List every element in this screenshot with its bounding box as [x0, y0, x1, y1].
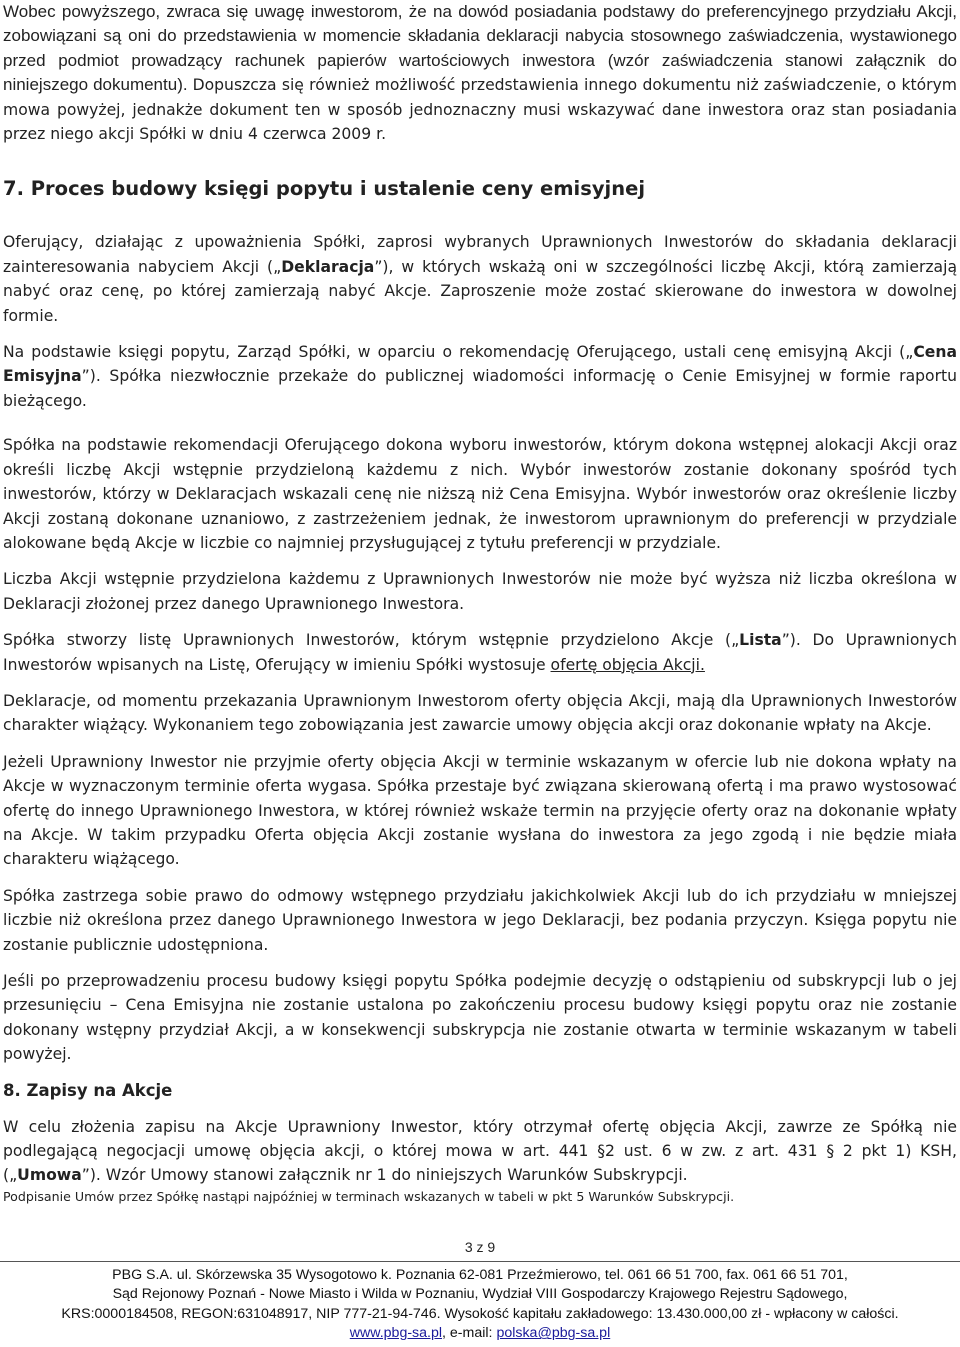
section-7-paragraph-6: Deklaracje, od momentu przekazania Uprawnionym Inwestorom oferty objęcia Akcji, mają dla Uprawnionych Inwestorów charakter wiążący. Wykonaniem tego zobowiązania jest zawarcie umowy objęcia akcji oraz dokonanie wpłaty na Akcje. — [3, 691, 957, 735]
section-7-paragraph-8: Spółka zastrzega sobie prawo do odmowy wstępnego przydziału jakichkolwiek Akcji lub do ich przydziału w mniejszej liczbie niż określona przez danego Uprawnionego Inwestora w jego Deklaracji, bez podania przyczyn. Księga popytu nie zostanie publicznie udostępniona. — [3, 886, 957, 954]
intro-paragraph — [3, 0, 957, 146]
section-7-paragraph-2: Na podstawie księgi popytu, Zarząd Spółki, w oparciu o rekomendację Oferującego, ustali cenę emisyjną Akcji („Cena Emisyjna”). Spółka niezwłocznie przekaże do publicznej wiadomości informację o Cenie Emisyjnej w formie raportu bieżącego. — [3, 343, 957, 410]
section-7-paragraph-4: Liczba Akcji wstępnie przydzielona każdemu z Uprawnionych Inwestorów nie może być wyższa niż liczba określona w Deklaracji złożonej przez danego Uprawnionego Inwestora. — [3, 570, 957, 613]
footer-line-1: PBG S.A. ul. Skórzewska 35 Wysogotowo k. Poznania 62-081 Przeźmierowo, tel. 061 66 51 700, fax. 061 66 51 701, — [112, 1267, 848, 1283]
term-cena-emisyjna: Cena Emisyjna — [3, 343, 957, 386]
section-7-heading: 7. Proces budowy księgi popytu i ustalenie ceny emisyjnej — [3, 177, 646, 201]
document-page — [3, 0, 957, 1206]
intro-text-2: Dopuszcza się również możliwość przedstawienia innego dokumentu niż zaświadczenie, o którym mowa powyżej, jednakże dokument ten w sposób jednoznaczny musi wskazywać dane inwestora oraz stan posiadania przez niego akcji Spółki w dniu 4 czerwca 2009 r. — [3, 76, 957, 144]
footer — [0, 1266, 960, 1344]
footer-divider — [0, 1261, 960, 1262]
section-8-heading: 8. Zapisy na Akcje — [3, 1080, 173, 1100]
website-link[interactable]: www.pbg-sa.pl — [349, 1325, 443, 1342]
email-label: , e-mail: — [442, 1325, 497, 1342]
footer-contact — [0, 1324, 960, 1343]
term-umowa: Umowa — [17, 1166, 82, 1185]
section-7-paragraph-9: Jeśli po przeprowadzeniu procesu budowy księgi popytu Spółka podejmie decyzję o odstąpieniu od subskrypcji lub o jej przesunięciu – Cena Emisyjna nie zostanie ustalona po zakończeniu procesu budowy księgi popytu oraz nie zostanie dokonany wstępny przydział Akcji, a w konsekwencji subskrypcja nie zostanie otwarta w terminie wskazanym w tabeli powyżej. — [3, 972, 957, 1064]
footer-line-3: KRS:0000184508, REGON:631048917, NIP 777-21-94-746. Wysokość kapitału zakładowego: 13.430.000,00 zł - wpłacony w całości. — [61, 1305, 899, 1322]
intro-text-1: Wobec powyższego, zwraca się uwagę inwestorom, że na dowód posiadania podstawy do preferencyjnego przydziału Akcji, zobowiązani są oni do przedstawienia w momencie składania deklaracji nabycia stosownego zaświadczenia, wystawionego przed podmiot prowadzący rachunek papierów wartościowych inwestora (wzór zaświadczenia stanowi załącznik do niniejszego dokumentu). — [3, 2, 957, 95]
page-number: 3 z 9 — [464, 1239, 496, 1255]
section-7-paragraph-7: Jeżeli Uprawniony Inwestor nie przyjmie oferty objęcia Akcji w terminie wskazanym w ofercie lub nie dokona wpłaty na Akcje w wyznaczonym terminie oferta wygasa. Spółka przestaje być związana skierowaną ofertą i ma prawo wystosować ofertę do innego Uprawnionego Inwestora, w której również wskaże termin na przyjęcie oferty oraz na dokonanie wpłaty na Akcje. W takim przypadku Oferta objęcia Akcji zostanie wysłana do inwestora za jego zgodą i nie będzie miała charakteru wiążącego. — [3, 752, 957, 869]
footer-line-2: Sąd Rejonowy Poznań - Nowe Miasto i Wilda w Poznaniu, Wydział VIII Gospodarczy Krajowego Rejestru Sądowego, — [112, 1286, 848, 1303]
section-7-paragraph-3: Spółka na podstawie rekomendacji Oferującego dokona wyboru inwestorów, którym dokona wstępnej alokacji Akcji oraz określi liczbę Akcji wstępnie przydzieloną każdemu z nich. Wybór inwestorów zostanie dokonany spośród tych inwestorów, którzy w Deklaracjach wskazali cenę nie niższą niż Cena Emisyjna. Wybór inwestorów oraz określenie liczby Akcji zostaną dokonane uznaniowo, z zastrzeżeniem jednak, że inwestorom uprawnionym do preferencji w przydziale alokowane będą Akcje w liczbie co najmniej przysługującej z tytułu preferencji w przydziale. — [3, 436, 957, 552]
email-link[interactable]: polska@pbg-sa.pl — [496, 1325, 611, 1342]
section-7-paragraph-5: Spółka stworzy listę Uprawnionych Inwestorów, którym wstępnie przydzielono Akcje („Lista”). Do Uprawnionych Inwestorów wpisanych na Listę, Oferujący w imieniu Spółki wystosuje ofertę objęcia Akcji. — [3, 631, 958, 674]
term-deklaracja: Deklaracja — [281, 257, 375, 276]
section-8-paragraph-2: Podpisanie Umów przez Spółkę nastąpi najpóźniej w terminach wskazanych w tabeli w pkt 5 Warunków Subskrypcji. — [3, 1188, 735, 1204]
oferta-objecia-link[interactable]: ofertę objęcia Akcji. — [550, 655, 705, 674]
section-8-paragraph-1: W celu złożenia zapisu na Akcje Uprawniony Inwestor, który otrzymał ofertę objęcia Akcji, zawrze ze Spółką nie podlegającą negocjacji umowę objęcia akcji, o której mowa w art. 441 §2 ust. 6 w zw. z art. 431 § 2 pkt 1) KSH, („Umowa”). Wzór Umowy stanowi załącznik nr 1 do niniejszych Warunków Subskrypcji. — [3, 1117, 957, 1185]
term-lista: Lista — [739, 631, 782, 650]
section-7-paragraph-1: Oferujący, działając z upoważnienia Spółki, zaprosi wybranych Uprawnionych Inwestorów do składania deklaracji zainteresowania nabyciem Akcji („Deklaracja”), w których wskażą oni w szczególności liczbę Akcji, którą zamierzają nabyć oraz cenę, po której zamierzają nabyć Akcje. Zaproszenie może zostać skierowane do inwestora w dowolnej formie. — [3, 233, 957, 325]
